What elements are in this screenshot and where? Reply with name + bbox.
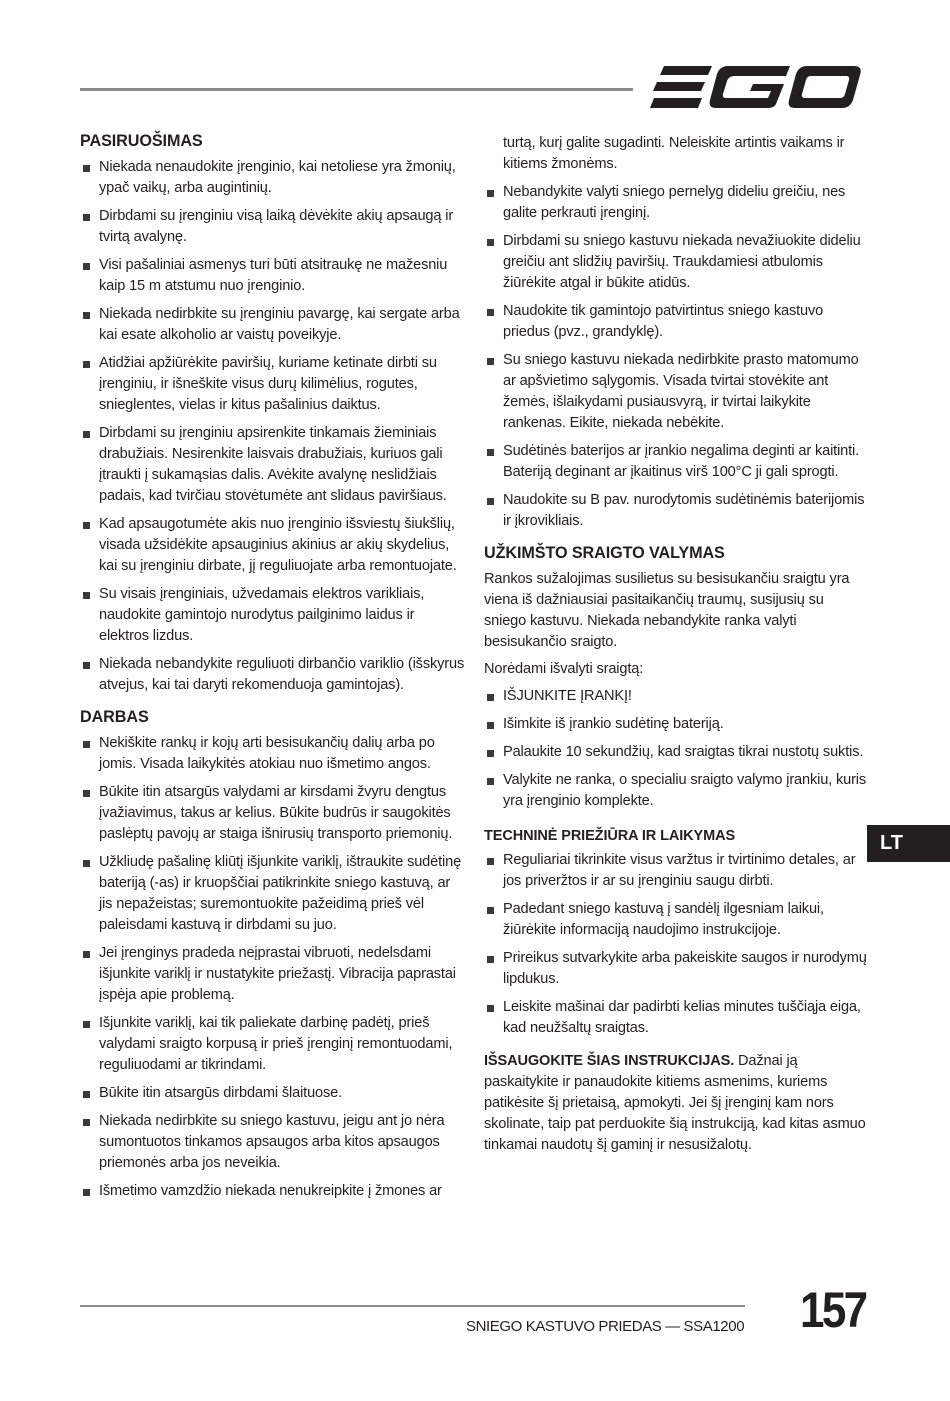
- list-item: Valykite ne ranka, o specialiu sraigto valymo įrankiu, kuris yra įrenginio komplekte.: [484, 770, 869, 812]
- list-item: Kad apsaugotumėte akis nuo įrenginio išsviestų šiukšlių, visada užsidėkite apsauginius akinius ar akių skydelius, kai su įrenginiu dirbate, jį reguliuojate arba remontuojate.: [80, 514, 465, 577]
- list-item: Būkite itin atsargūs valydami ar kirsdami žvyru dengtus įvažiavimus, takus ar kelius. Būkite budrūs ir saugokitės paslėptų pavojų ar staiga išnirusių transporto priemonių.: [80, 782, 465, 845]
- list-item: Niekada nenaudokite įrenginio, kai netoliese yra žmonių, ypač vaikų, arba augintinių.: [80, 157, 465, 199]
- auger-instruction: Norėdami išvalyti sraigtą:: [484, 661, 644, 677]
- work-list: [80, 733, 465, 1202]
- footer-title: SNIEGO KASTUVO PRIEDAS — SSA1200: [466, 1318, 745, 1335]
- list-item: Naudokite tik gamintojo patvirtintus sniego kastuvo priedus (pvz., grandyklę).: [484, 301, 869, 343]
- preparation-section: [80, 132, 465, 696]
- list-item: Užkliudę pašalinę kliūtį išjunkite variklį, ištraukite sudėtinę bateriją (-as) ir kruopščiai patikrinkite sniego kastuvą, ar jis nepažeistas; suremontuokite pažeidimą prieš vėl paleisdami kastuvą ir dirbdami su juo.: [80, 852, 465, 936]
- list-item: Sudėtinės baterijos ar įrankio negalima deginti ar kaitinti. Bateriją deginant ar įkaitinus virš 100°C ji gali sprogti.: [484, 441, 869, 483]
- auger-paragraph: Rankos sužalojimas susilietus su besisukančiu sraigtu yra viena iš dažniausiai pasitaikančių traumų, susijusių su sniego kastuvu. Niekada nebandykite ranka valyti besisukančio sraigto.: [484, 571, 850, 650]
- work-heading: DARBAS: [80, 708, 149, 726]
- list-item: Dirbdami su įrenginiu visą laiką dėvėkite akių apsaugą ir tvirtą avalynę.: [80, 206, 465, 248]
- save-instructions-bold: IŠSAUGOKITE ŠIAS INSTRUKCIJAS.: [484, 1053, 735, 1069]
- list-item: Niekada nedirbkite su sniego kastuvu, jeigu ant jo nėra sumontuotos tinkamos apsaugos arba kitos apsaugos priemonės arba jos neveikia.: [80, 1111, 465, 1174]
- list-item: Nebandykite valyti sniego pernelyg dideliu greičiu, nes galite perkrauti įrenginį.: [484, 182, 869, 224]
- list-item: Naudokite su B pav. nurodytomis sudėtinėmis baterijomis ir įkrovikliais.: [484, 490, 869, 532]
- left-column: [80, 132, 465, 1214]
- list-item: Su sniego kastuvu niekada nedirbkite prasto matomumo ar apšvietimo sąlygomis. Visada tvirtai stovėkite ant žemės, išlaikydami pusiausvyrą, ir tvirtai laikykite rankenas. Eikite, niekada nebėkite.: [484, 350, 869, 434]
- work-list-continued: [484, 133, 869, 175]
- footer-rule: [80, 1305, 745, 1307]
- auger-section: [484, 544, 869, 812]
- header-rule: [80, 88, 633, 91]
- language-tab: LT: [867, 825, 950, 862]
- ego-logo: [650, 62, 862, 112]
- list-item: Atidžiai apžiūrėkite paviršių, kuriame ketinate dirbti su įrenginiu, ir išneškite visus durų kilimėlius, rogutes, snieglentes, vielas ir kitus pašalinius daiktus.: [80, 353, 465, 416]
- list-item: Dirbdami su įrenginiu apsirenkite tinkamais žieminiais drabužiais. Nesirenkite laisvais drabužiais, kuriuos gali įtraukti į sukamąsias dalis. Avėkite avalynę neslidžiais padais, kad tvirčiau stovėtumėte ant slidaus paviršiaus.: [80, 423, 465, 507]
- maintenance-heading: TECHNINĖ PRIEŽIŪRA IR LAIKYMAS: [484, 828, 736, 844]
- save-instructions: [484, 1051, 869, 1156]
- right-column: [484, 133, 869, 1162]
- list-item: Visi pašaliniai asmenys turi būti atsitraukę ne mažesniu kaip 15 m atstumu nuo įrenginio.: [80, 255, 465, 297]
- list-item: Jei įrenginys pradeda neįprastai vibruoti, nedelsdami išjunkite variklį ir nustatykite priežastį. Vibracija paprastai įspėja apie problemą.: [80, 943, 465, 1006]
- list-item: Būkite itin atsargūs dirbdami šlaituose.: [80, 1083, 465, 1104]
- preparation-list: [80, 157, 465, 696]
- list-item: Palaukite 10 sekundžių, kad sraigtas tikrai nustotų suktis.: [484, 742, 869, 763]
- save-instructions-text: Dažnai ją paskaitykite ir panaudokite kitiems asmenims, kuriems patikėsite šį prietaisą, apmokyti. Jei šį įrenginį kam nors skolinate, taip pat perduokite šią instrukciją, kad kitas asmuo tinkamai naudotų šį gaminį ir nesusižalotų.: [484, 1053, 866, 1153]
- list-item: Su visais įrenginiais, užvedamais elektros varikliais, naudokite gamintojo nurodytus pailginimo laidus ir elektros lizdus.: [80, 584, 465, 647]
- list-item: Padedant sniego kastuvą į sandėlį ilgesniam laikui, žiūrėkite informaciją naudojimo instrukcijoje.: [484, 899, 869, 941]
- list-item: Dirbdami su sniego kastuvu niekada nevažiuokite dideliu greičiu ant slidžių paviršių. Traukdamiesi atbulomis žiūrėkite atgal ir būkite atidūs.: [484, 231, 869, 294]
- list-item: Išimkite iš įrankio sudėtinę bateriją.: [484, 714, 869, 735]
- maintenance-list: [484, 850, 869, 1039]
- list-item: Nekiškite rankų ir kojų arti besisukančių dalių arba po jomis. Visada laikykitės atokiau nuo išmetimo angos.: [80, 733, 465, 775]
- list-item: IŠJUNKITE ĮRANKĮ!: [484, 686, 869, 707]
- page-number: 157: [800, 1282, 866, 1338]
- auger-heading: UŽKIMŠTO SRAIGTO VALYMAS: [484, 544, 725, 562]
- work-list-2: [484, 182, 869, 532]
- work-section: [80, 708, 465, 1202]
- maintenance-section: [484, 828, 869, 1039]
- list-item: Išjunkite variklį, kai tik paliekate darbinę padėtį, prieš valydami sraigto korpusą ir prieš įrenginį remontuodami, reguliuodami ar tikrindami.: [80, 1013, 465, 1076]
- auger-list: [484, 686, 869, 812]
- list-item: Išmetimo vamzdžio niekada nenukreipkite į žmones ar: [80, 1181, 465, 1202]
- preparation-heading: PASIRUOŠIMAS: [80, 132, 203, 150]
- list-item: turtą, kurį galite sugadinti. Neleiskite artintis vaikams ir kitiems žmonėms.: [503, 135, 845, 172]
- list-item: Niekada nedirbkite su įrenginiu pavargę, kai sergate arba kai esate alkoholio ar vaistų poveikyje.: [80, 304, 465, 346]
- list-item: Prireikus sutvarkykite arba pakeiskite saugos ir nurodymų lipdukus.: [484, 948, 869, 990]
- list-item: Reguliariai tikrinkite visus varžtus ir tvirtinimo detales, ar jos priveržtos ir ar su įrenginiu saugu dirbti.: [484, 850, 869, 892]
- list-item: Niekada nebandykite reguliuoti dirbančio variklio (išskyrus atvejus, kai tai daryti rekomenduoja gamintojas).: [80, 654, 465, 696]
- list-item: Leiskite mašinai dar padirbti kelias minutes tuščiąja eiga, kad neužšaltų sraigtas.: [484, 997, 869, 1039]
